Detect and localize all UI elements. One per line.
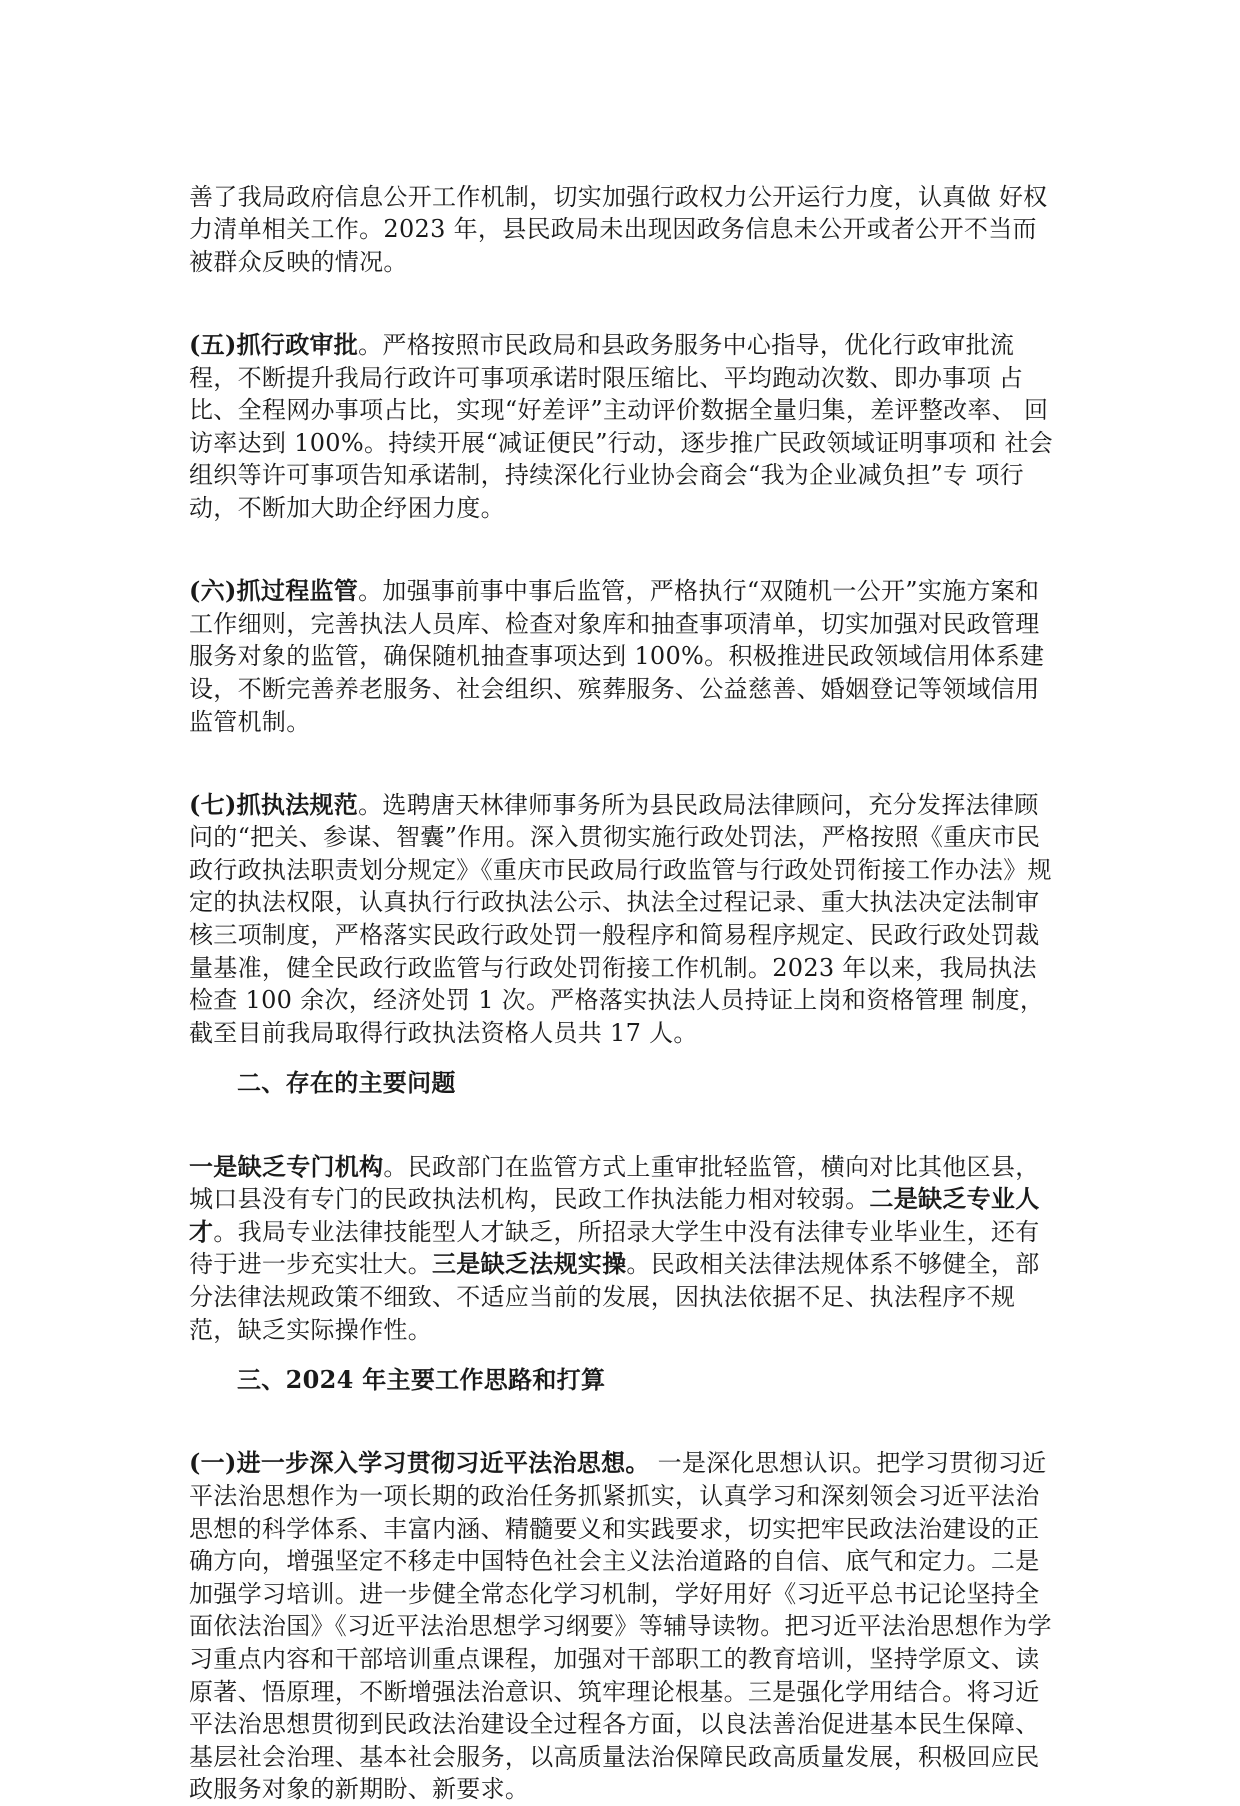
problem-lead-2: 二是缺乏专业人才 bbox=[189, 1184, 1040, 1246]
problem-lead-1: 一是缺乏专门机构 bbox=[189, 1151, 384, 1181]
paragraph-law-enforcement bbox=[189, 756, 1055, 1049]
problem-text-3: 。民政相关法律法规体系不够健全，部分法律法规政策不细致、不适应当前的发展，因执法依据不足、执法程序不规范，缺乏实际操作性。 bbox=[189, 1250, 1040, 1344]
paragraph-text: 。选聘唐天林律师事务所为县民政局法律顾问，充分发挥法律顾问的“把关、参谋、智囊”作用。深入贯彻实施行政处罚法，严格按照《重庆市民政行政执法职责划分规定》《重庆市民政局行政监管与行政处罚衔接工作办法》规定的执法权限，认真执行行政执法公示、执法全过程记录、重大执法决定法制审核三项制度，严格落实民政行政处罚一般程序和简易程序规定、民政行政处罚裁量基准，健全民政行政监管与行政处罚衔接工作机制。2023 年以来，我局执法检查 100 余次，经济处罚 1 次。严格落实执法人员持证上岗和资格管理 制度，截至目前我局取得行政执法资格人员共 17 人。 bbox=[189, 790, 1052, 1047]
paragraph-administrative-approval bbox=[189, 296, 1055, 524]
paragraph-plans bbox=[189, 1415, 1055, 1806]
problem-text-2: 。我局专业法律技能型人才缺乏，所招录大学生中没有法律专业毕业生，还有待于进一步充实壮大。 bbox=[189, 1217, 1040, 1279]
paragraph-process-supervision bbox=[189, 543, 1055, 739]
paragraph-lead: (六)抓过程监管 bbox=[189, 576, 359, 606]
section-heading-plans: 三、2024 年主要工作思路和打算 bbox=[237, 1365, 606, 1395]
document-page bbox=[189, 148, 1055, 1806]
plan-text: 一是深化思想认识。把学习贯彻习近平法治思想作为一项长期的政治任务抓紧抓实，认真学习和深刻领会习近平法治思想的科学体系、丰富内涵、精髓要义和实践要求，切实把牢民政法治建设的正确方向，增强坚定不移走中国特色社会主义法治道路的自信、底气和定力。二是加强学习培训。进一步健全常态化学习机制，学好用好《习近平总书记论坚持全面依法治国》《习近平法治思想学习纲要》等辅导读物。把习近平法治思想作为学习重点内容和干部培训重点课程，加强对干部职工的教育培训，坚持学原文、读原著、悟原理，不断增强法治意识、筑牢理论根基。三是强化学用结合。将习近平法治思想贯彻到民政法治建设全过程各方面，以良法善治促进基本民生保障、基层社会治理、基本社会服务，以高质量法治保障民政高质量发展，积极回应民政服务对象的新期盼、新要求。 bbox=[189, 1449, 1052, 1804]
paragraph-text: 善了我局政府信息公开工作机制，切实加强行政权力公开运行力度，认真做 好权 力清单相关工作。2023 年，县民政局未出现因政务信息未公开或者公开不当而 被群众反映的情况。 bbox=[189, 182, 1048, 276]
paragraph-text: 。严格按照市民政局和县政务服务中心指导，优化行政审批流程，不断提升我局行政许可事项承诺时限压缩比、平均跑动次数、即办事项 占比、全程网办事项占比，实现“好差评”主动评价数据全量归集，差评整改率、 回访率达到 100%。持续开展“减证便民”行动，逐步推广民政领域证明事项和 社会组织等许可事项告知承诺制，持续深化行业协会商会“我为企业减负担”专 项行动，不断加大助企纾困力度。 bbox=[189, 330, 1054, 522]
paragraph-info-disclosure bbox=[189, 148, 1055, 278]
plan-lead: (一)进一步深入学习贯彻习近平法治思想。 bbox=[189, 1448, 650, 1478]
problem-lead-3: 三是缺乏法规实操 bbox=[432, 1249, 627, 1279]
problem-text-1: 。民政部门在监管方式上重审批轻监管，横向对比其他区县，城口县没有专门的民政执法机构，民政工作执法能力相对较弱。 bbox=[189, 1152, 1040, 1214]
paragraph-lead: (七)抓执法规范 bbox=[189, 789, 359, 819]
paragraph-problems bbox=[189, 1118, 1055, 1346]
paragraph-text: 。加强事前事中事后监管，严格执行“双随机一公开”实施方案和工作细则，完善执法人员库、检查对象库和抽查事项清单，切实加强对民政管理服务对象的监管，确保随机抽查事项达到 100%。积极推进民政领域信用体系建设，不断完善养老服务、社会组织、殡葬服务、公益慈善、婚姻登记等领域信用监管机制。 bbox=[189, 577, 1045, 736]
section-heading-problems: 二、存在的主要问题 bbox=[237, 1068, 456, 1098]
paragraph-lead: (五)抓行政审批 bbox=[189, 329, 359, 359]
